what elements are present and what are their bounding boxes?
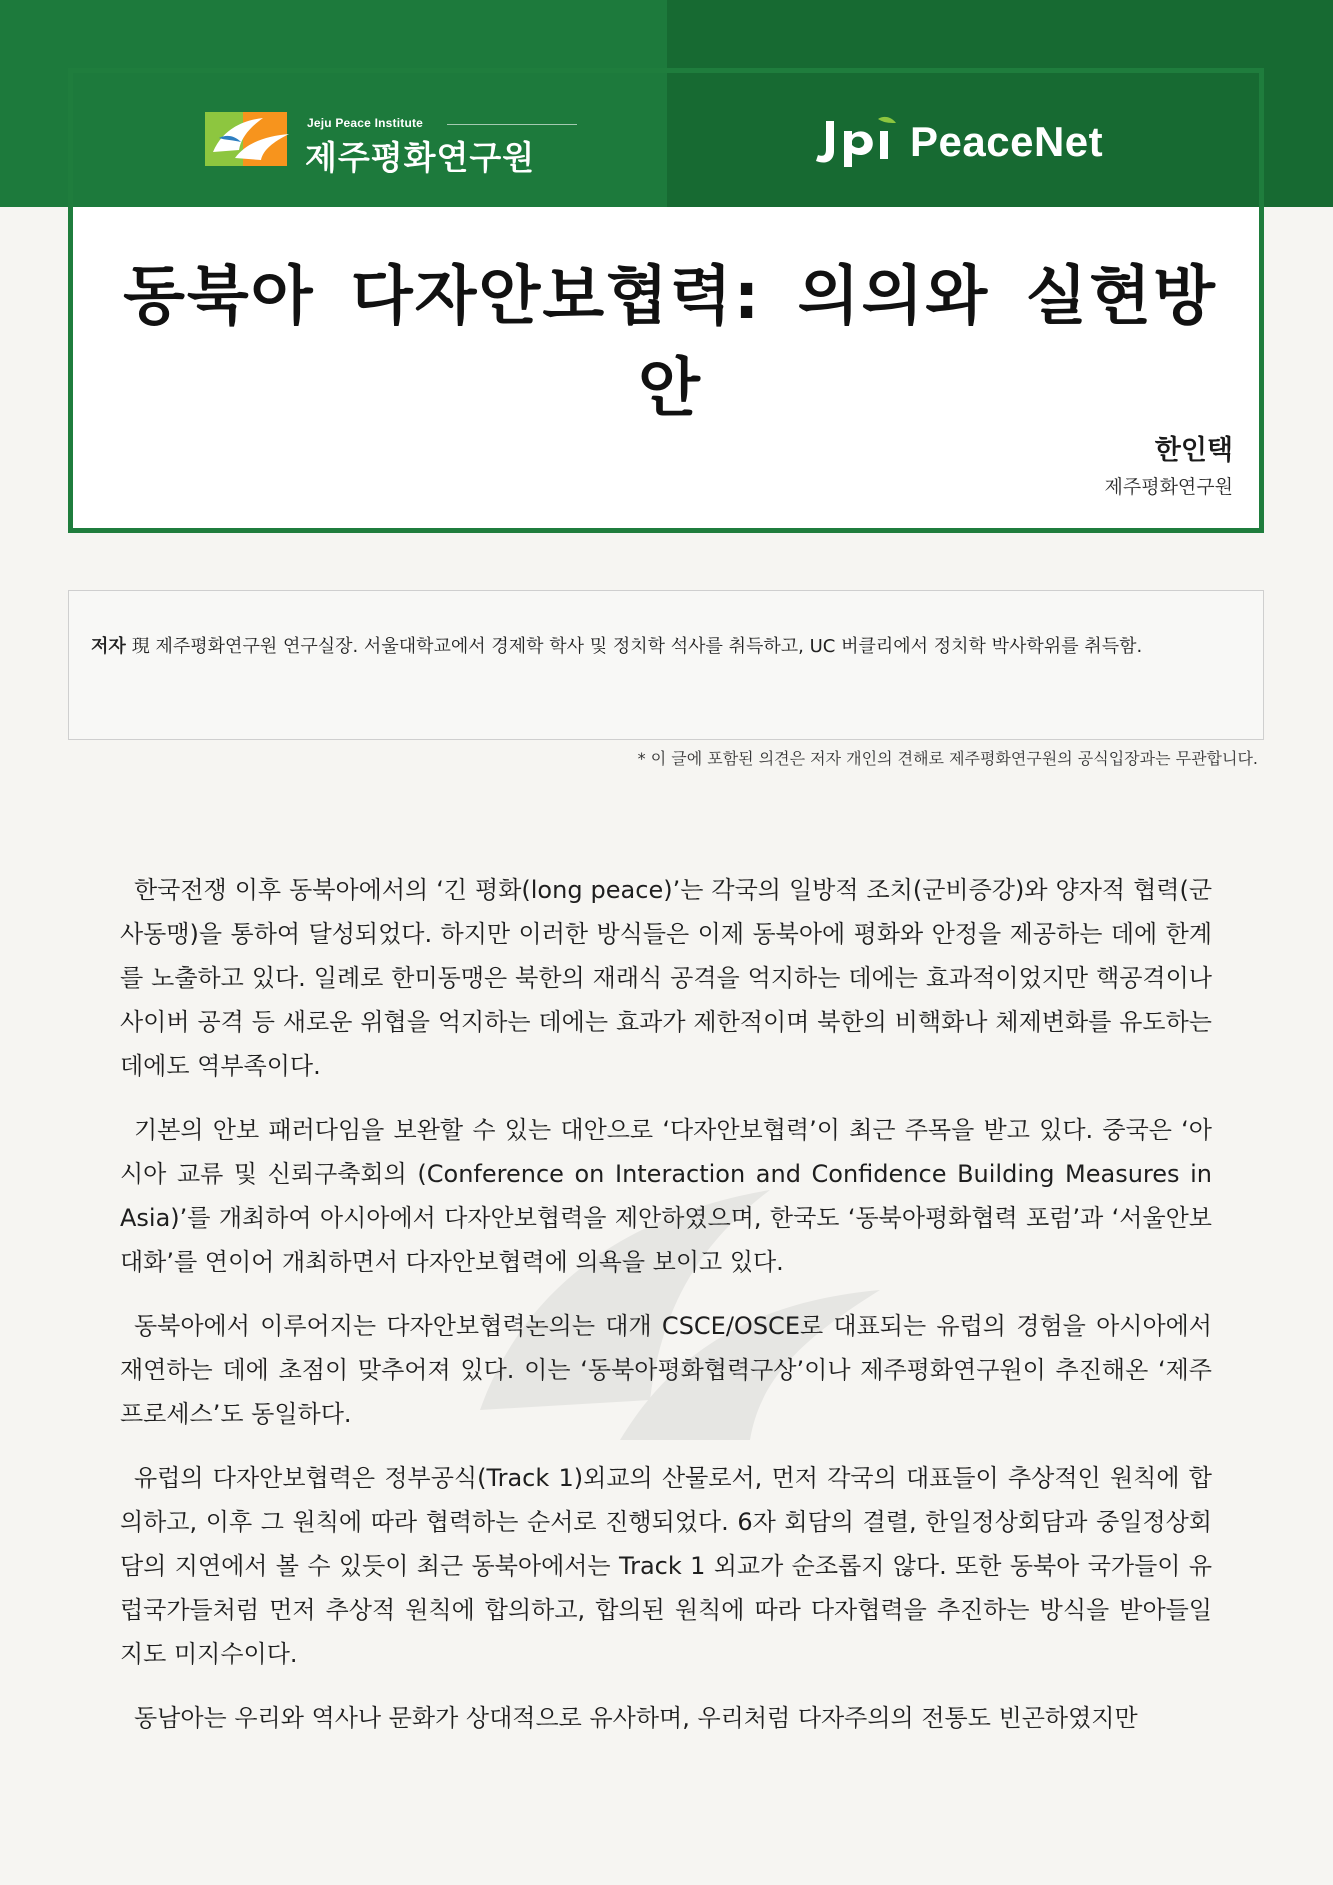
body-paragraph-4: 유럽의 다자안보협력은 정부공식(Track 1)외교의 산물로서, 먼저 각국의 대표들이 추상적인 원칙에 합의하고, 이후 그 원칙에 따라 협력하는 순서로 진행되었다. 6자 회담의 결렬, 한일정상회담과 중일정상회담의 지연에서 볼 수 있듯이 최근 동북아에서는 Track 1 외교가 순조롭지 않다. 또한 동북아 국가들이 유럽국가들처럼 먼저 추상적 원칙에 합의하고, 합의된 원칙에 따라 다자협력을 추진하는 방식을 받아들일 지도 미지수이다. xyxy=(120,1464,1212,1668)
bio-label: 저자 xyxy=(91,636,126,657)
body-paragraph-3: 동북아에서 이루어지는 다자안보협력논의는 대개 CSCE/OSCE로 대표되는 유럽의 경험을 아시아에서 재연하는 데에 초점이 맞추어져 있다. 이는 ‘동북아평화협력구상’이나 제주평화연구원이 추진해온 ‘제주프로세스’도 동일하다. xyxy=(120,1312,1212,1428)
body-paragraph-2: 기본의 안보 패러다임을 보완할 수 있는 대안으로 ‘다자안보협력’이 최근 주목을 받고 있다. 중국은 ‘아시아 교류 및 신뢰구축회의 (Conference on Interaction and Confidence Building Measures in Asia)’를 개최하여 아시아에서 다자안보협력을 제안하였으며, 한국도 ‘동북아평화협력 포럼’과 ‘서울안보대화’를 연이어 개최하면서 다자안보협력에 의욕을 보이고 있다. xyxy=(120,1116,1212,1276)
page-title: 동북아 다자안보협력: 의의와 실현방안 xyxy=(123,260,1217,426)
jeju-peace-institute-logo xyxy=(205,108,575,177)
peacenet-logo xyxy=(812,112,1103,172)
author-org: 제주평화연구원 xyxy=(1104,476,1233,498)
jeju-logo-divider xyxy=(447,124,577,125)
peacenet-wordmark: PeaceNet xyxy=(910,118,1104,165)
jeju-logo-en: Jeju Peace Institute xyxy=(307,116,424,130)
author-name: 한인택 xyxy=(1154,435,1233,466)
author-bio xyxy=(91,633,1283,661)
article-body xyxy=(120,868,1212,1760)
body-paragraph-5: 동남아는 우리와 역사나 문화가 상대적으로 유사하며, 우리처럼 다자주의의 전통도 빈곤하였지만 xyxy=(134,1704,1138,1732)
jpi-logo-icon xyxy=(812,115,904,169)
body-paragraph-1: 한국전쟁 이후 동북아에서의 ‘긴 평화(long peace)’는 각국의 일방적 조치(군비증강)와 양자적 협력(군사동맹)을 통하여 달성되었다. 하지만 이러한 방식들은 이제 동북아에 평화와 안정을 제공하는 데에 한계를 노출하고 있다. 일례로 한미동맹은 북한의 재래식 공격을 억지하는 데에는 효과적이었지만 핵공격이나 사이버 공격 등 새로운 위협을 억지하는 데에는 효과가 제한적이며 북한의 비핵화나 체제변화를 유도하는 데에도 역부족이다. xyxy=(120,876,1212,1080)
author-bio-box xyxy=(68,590,1264,740)
jeju-logo-ko: 제주평화연구원 xyxy=(305,138,536,177)
dove-logo-icon xyxy=(205,108,295,170)
disclaimer: * 이 글에 포함된 의견은 저자 개인의 견해로 제주평화연구원의 공식입장과는 무관합니다. xyxy=(637,749,1258,768)
bio-text: 現 제주평화연구원 연구실장. 서울대학교에서 경제학 학사 및 정치학 석사를 취득하고, UC 버클리에서 정치학 박사학위를 취득함. xyxy=(131,636,1143,657)
